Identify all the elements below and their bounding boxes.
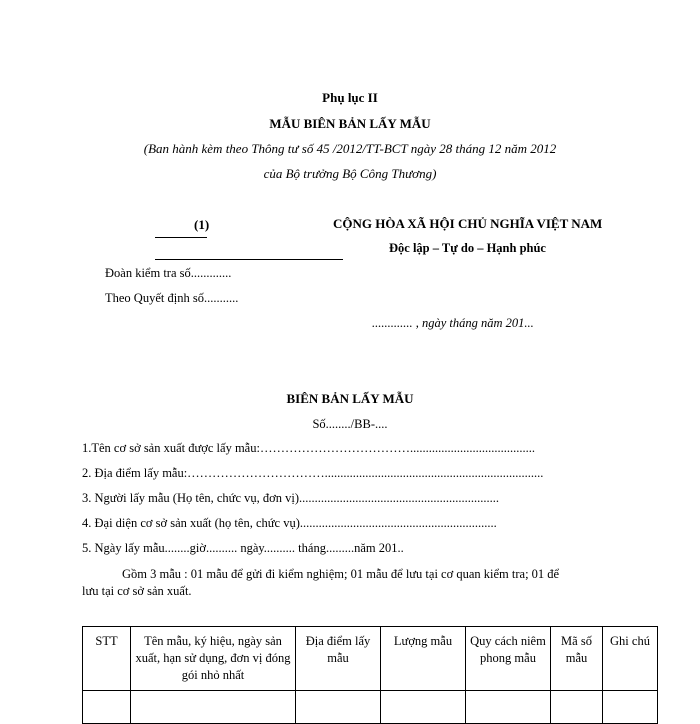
form-title: MẪU BIÊN BẢN LẤY MẪU [269,116,431,131]
header-notes: Ghi chú [603,627,658,691]
decision-number: Theo Quyết định số........... [105,291,239,305]
header-sample-name: Tên mẫu, ký hiệu, ngày sản xuất, hạn sử dụng, đơn vị đóng gói nhỏ nhất [131,627,296,691]
field-representative: 4. Đại diện cơ sở sản xuất (họ tên, chức vụ)............................................................... [82,516,497,530]
field-facility-name: 1.Tên cơ sở sản xuất được lấy mẫu:………………………………........................................ [82,441,535,455]
samples-table [82,626,658,724]
field-sampler: 3. Người lấy mẫu (Họ tên, chức vụ, đơn vị)................................................................ [82,491,500,505]
note-line-1: Gồm 3 mẫu : 01 mẫu để gửi đi kiểm nghiệm; 01 mẫu để lưu tại cơ quan kiểm tra; 01 để [122,567,560,581]
table-cell [296,691,381,724]
national-motto: Độc lập – Tự do – Hạnh phúc [389,241,546,255]
table-cell [83,691,131,724]
org-divider [155,259,343,260]
table-cell [603,691,658,724]
table-cell [381,691,466,724]
note-line-2: lưu tại cơ sở sản xuất. [82,584,192,598]
table-row [83,691,658,724]
date-line: ............. , ngày tháng năm 201... [372,316,534,330]
report-title: BIÊN BẢN LẤY MẪU [286,391,414,406]
report-number: Số......../BB-.... [312,417,388,431]
header-sample-code: Mã số mẫu [551,627,603,691]
org-underline [155,237,207,238]
country-name: CỘNG HÒA XÃ HỘI CHỦ NGHĨA VIỆT NAM [333,216,603,231]
table-header-row [83,627,658,691]
header-location: Địa điểm lấy mẫu [296,627,381,691]
table-cell [131,691,296,724]
issued-by-line-2: của Bộ trưởng Bộ Công Thương) [263,166,437,181]
table-cell [551,691,603,724]
table-cell [466,691,551,724]
issued-by-line-1: (Ban hành kèm theo Thông tư số 45 /2012/TT-BCT ngày 28 tháng 12 năm 2012 [143,141,557,156]
appendix-label: Phụ lục II [322,90,378,105]
header-seal-spec: Quy cách niêm phong mẫu [466,627,551,691]
inspection-team: Đoàn kiểm tra số............. [105,266,232,280]
org-placeholder: (1) [194,217,210,232]
header-stt: STT [83,627,131,691]
header-quantity: Lượng mẫu [381,627,466,691]
field-location: 2. Địa điểm lấy mẫu:……………………………...................................................................... [82,466,544,480]
field-sampling-date: 5. Ngày lấy mẫu........giờ.......... ngày.......... tháng.........năm 201.. [82,541,404,555]
